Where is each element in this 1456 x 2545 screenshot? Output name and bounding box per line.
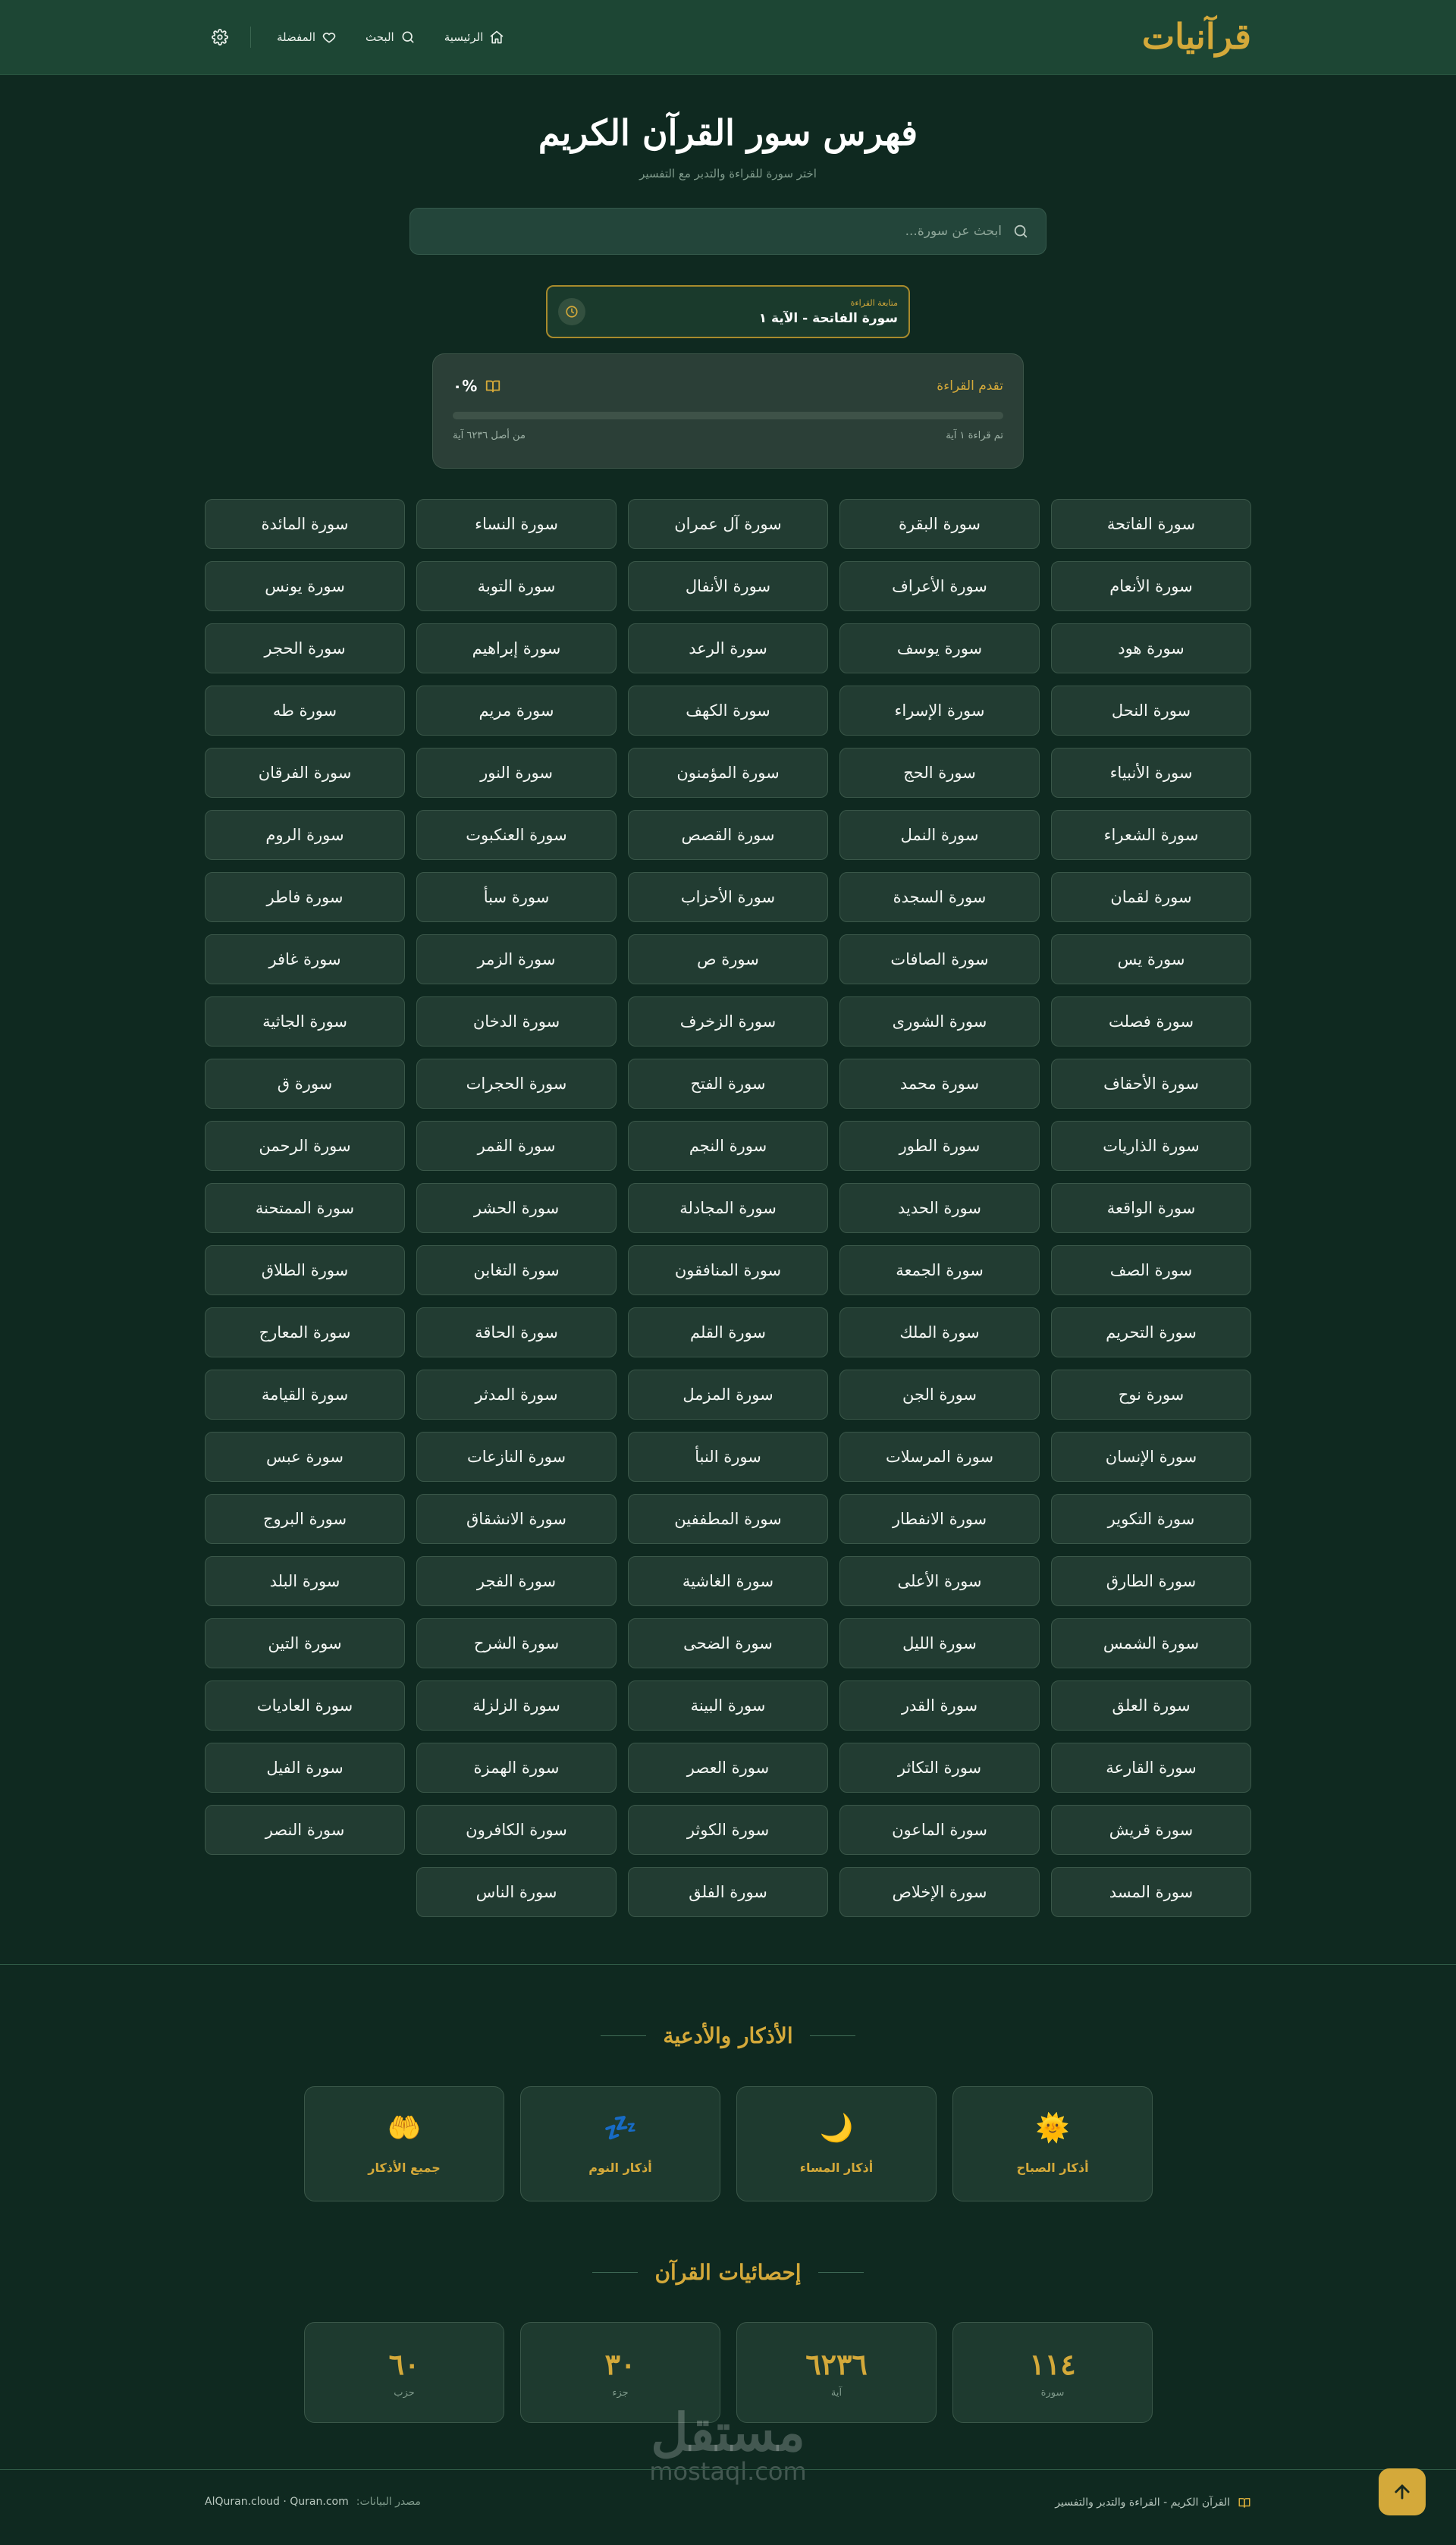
surah-button[interactable]: سورة عبس bbox=[205, 1432, 405, 1482]
surah-button[interactable]: سورة القمر bbox=[416, 1121, 617, 1171]
surah-button[interactable]: سورة النصر bbox=[205, 1805, 405, 1855]
surah-button[interactable]: سورة الرحمن bbox=[205, 1121, 405, 1171]
surah-button[interactable]: سورة المسد bbox=[1051, 1867, 1251, 1917]
main-nav bbox=[205, 21, 515, 53]
surah-button[interactable]: سورة غافر bbox=[205, 934, 405, 984]
surah-button[interactable]: سورة الرعد bbox=[628, 623, 828, 673]
azkar-card-morning[interactable] bbox=[952, 2086, 1153, 2201]
clock-icon bbox=[558, 298, 585, 325]
surah-button[interactable]: سورة الزخرف bbox=[628, 996, 828, 1047]
surah-button[interactable]: سورة إبراهيم bbox=[416, 623, 617, 673]
surah-button[interactable]: سورة الجمعة bbox=[839, 1245, 1040, 1295]
title-line bbox=[810, 2035, 855, 2036]
progress-title: تقدم القراءة bbox=[937, 378, 1003, 394]
surah-button[interactable]: سورة مريم bbox=[416, 686, 617, 736]
stats-title-text: إحصائيات القرآن bbox=[654, 2260, 802, 2285]
surah-button[interactable]: سورة الحجر bbox=[205, 623, 405, 673]
surah-button[interactable]: سورة التحريم bbox=[1051, 1307, 1251, 1357]
surah-button[interactable]: سورة الفرقان bbox=[205, 748, 405, 798]
surah-button[interactable]: سورة الزمر bbox=[416, 934, 617, 984]
surah-button[interactable]: سورة الحج bbox=[839, 748, 1040, 798]
continue-reading-card[interactable] bbox=[546, 285, 910, 338]
azkar-card-label: أذكار الصباح bbox=[1016, 2160, 1089, 2175]
stat-value: ٣٠ bbox=[604, 2346, 636, 2381]
home-icon bbox=[489, 30, 504, 45]
surah-button[interactable]: سورة النجم bbox=[628, 1121, 828, 1171]
surah-button[interactable]: سورة الفاتحة bbox=[1051, 499, 1251, 549]
progress-bar bbox=[453, 412, 1003, 419]
praying-hands-icon: 🤲 bbox=[387, 2112, 422, 2144]
scroll-to-top-button[interactable] bbox=[1379, 2468, 1426, 2515]
surah-button[interactable]: سورة السجدة bbox=[839, 872, 1040, 922]
surah-button[interactable]: سورة التين bbox=[205, 1618, 405, 1668]
surah-button[interactable]: سورة الأحقاف bbox=[1051, 1059, 1251, 1109]
surah-button[interactable]: سورة الحشر bbox=[416, 1183, 617, 1233]
surah-button[interactable]: سورة الكافرون bbox=[416, 1805, 617, 1855]
gear-icon bbox=[212, 29, 228, 46]
page-subtitle: اختر سورة للقراءة والتدبر مع التفسير bbox=[639, 167, 817, 180]
surah-button[interactable]: سورة الطور bbox=[839, 1121, 1040, 1171]
nav-home-label: الرئيسية bbox=[444, 30, 484, 44]
azkar-section-title bbox=[0, 2023, 1456, 2048]
azkar-card-label: جميع الأذكار bbox=[368, 2160, 441, 2175]
top-navbar bbox=[0, 0, 1456, 75]
surah-button[interactable]: سورة المزمل bbox=[628, 1370, 828, 1420]
surah-button[interactable]: سورة الناس bbox=[416, 1867, 617, 1917]
footer-brand-text: القرآن الكريم - القراءة والتدبر والتفسير bbox=[1055, 2496, 1230, 2509]
continue-reading-label: متابعة القراءة bbox=[850, 297, 898, 308]
surah-button[interactable]: سورة التوبة bbox=[416, 561, 617, 611]
surah-button[interactable]: سورة ق bbox=[205, 1059, 405, 1109]
surah-button[interactable]: سورة الإنسان bbox=[1051, 1432, 1251, 1482]
surah-button[interactable]: سورة الأعلى bbox=[839, 1556, 1040, 1606]
surah-button[interactable]: سورة المؤمنون bbox=[628, 748, 828, 798]
surah-button[interactable]: سورة يونس bbox=[205, 561, 405, 611]
surah-search-input[interactable] bbox=[427, 224, 1002, 239]
azkar-card-all[interactable] bbox=[304, 2086, 504, 2201]
surah-button[interactable]: سورة المعارج bbox=[205, 1307, 405, 1357]
search-icon bbox=[400, 30, 416, 45]
surah-button[interactable]: سورة العصر bbox=[628, 1743, 828, 1793]
surah-button[interactable]: سورة الحديد bbox=[839, 1183, 1040, 1233]
surah-button[interactable]: سورة الروم bbox=[205, 810, 405, 860]
surah-button[interactable]: سورة يوسف bbox=[839, 623, 1040, 673]
progress-total-count: من أصل ٦٢٣٦ آية bbox=[453, 430, 526, 441]
surah-button[interactable]: سورة المجادلة bbox=[628, 1183, 828, 1233]
sleep-icon: 💤 bbox=[603, 2112, 638, 2144]
surah-button[interactable]: سورة الممتحنة bbox=[205, 1183, 405, 1233]
stat-value: ٦٠ bbox=[388, 2346, 420, 2381]
reading-progress-card bbox=[432, 353, 1024, 469]
footer-source-label: مصدر البيانات: bbox=[356, 2496, 421, 2508]
footer-source-link[interactable]: AlQuran.cloud · Quran.com bbox=[205, 2496, 349, 2508]
continue-reading-value: سورة الفاتحة - الآية ١ bbox=[758, 310, 898, 326]
surah-button[interactable]: سورة الجاثية bbox=[205, 996, 405, 1047]
surah-button[interactable]: سورة فصلت bbox=[1051, 996, 1251, 1047]
surah-search-box bbox=[410, 208, 1046, 255]
surah-button[interactable]: سورة الأحزاب bbox=[628, 872, 828, 922]
surah-button[interactable]: سورة الفيل bbox=[205, 1743, 405, 1793]
azkar-card-label: أذكار النوم bbox=[588, 2160, 652, 2175]
progress-read-count: تم قراءة ١ آية bbox=[946, 430, 1003, 441]
surah-button[interactable]: سورة يس bbox=[1051, 934, 1251, 984]
nav-divider bbox=[250, 27, 251, 48]
surah-button[interactable]: سورة الحجرات bbox=[416, 1059, 617, 1109]
stat-label: آية bbox=[830, 2387, 843, 2399]
surah-button[interactable]: سورة الأنعام bbox=[1051, 561, 1251, 611]
stat-label: حزب bbox=[394, 2387, 415, 2399]
surah-button[interactable]: سورة الشعراء bbox=[1051, 810, 1251, 860]
surah-button[interactable]: سورة الطارق bbox=[1051, 1556, 1251, 1606]
title-line bbox=[601, 2035, 646, 2036]
surah-button[interactable]: سورة الطلاق bbox=[205, 1245, 405, 1295]
surah-button[interactable]: سورة التغابن bbox=[416, 1245, 617, 1295]
surah-button[interactable]: سورة الكوثر bbox=[628, 1805, 828, 1855]
surah-button[interactable]: سورة الفلق bbox=[628, 1867, 828, 1917]
azkar-card-label: أذكار المساء bbox=[799, 2160, 874, 2175]
surah-button[interactable]: سورة العاديات bbox=[205, 1680, 405, 1731]
progress-header bbox=[453, 377, 1003, 395]
surah-button[interactable]: سورة الماعون bbox=[839, 1805, 1040, 1855]
surah-button[interactable]: سورة الأعراف bbox=[839, 561, 1040, 611]
surah-button[interactable]: سورة الذاريات bbox=[1051, 1121, 1251, 1171]
surah-button[interactable]: سورة ص bbox=[628, 934, 828, 984]
stat-value: ٦٢٣٦ bbox=[805, 2346, 868, 2381]
surah-button[interactable]: سورة الملك bbox=[839, 1307, 1040, 1357]
surah-button[interactable]: سورة الزلزلة bbox=[416, 1680, 617, 1731]
surah-button[interactable]: سورة الجن bbox=[839, 1370, 1040, 1420]
stats-section-title bbox=[0, 2260, 1456, 2285]
surah-button[interactable]: سورة الأنبياء bbox=[1051, 748, 1251, 798]
surah-button[interactable]: سورة القصص bbox=[628, 810, 828, 860]
surah-button[interactable]: سورة الصف bbox=[1051, 1245, 1251, 1295]
surah-button[interactable]: سورة التكوير bbox=[1051, 1494, 1251, 1544]
progress-percent-value: ٠% bbox=[453, 377, 478, 395]
stat-card-ayahs bbox=[736, 2322, 937, 2423]
nav-favorites-link[interactable] bbox=[266, 24, 347, 51]
surah-button[interactable]: سورة الإسراء bbox=[839, 686, 1040, 736]
surah-button[interactable]: سورة الغاشية bbox=[628, 1556, 828, 1606]
page-title: فهرس سور القرآن الكريم bbox=[538, 112, 918, 153]
surah-button[interactable]: سورة الفجر bbox=[416, 1556, 617, 1606]
title-line bbox=[818, 2272, 864, 2273]
stat-value: ١١٤ bbox=[1029, 2346, 1076, 2381]
nav-search-link[interactable] bbox=[355, 24, 426, 51]
nav-home-link[interactable] bbox=[434, 24, 516, 51]
nav-search-label: البحث bbox=[366, 30, 394, 44]
surah-button[interactable]: سورة لقمان bbox=[1051, 872, 1251, 922]
surah-button[interactable]: سورة النمل bbox=[839, 810, 1040, 860]
azkar-grid bbox=[303, 2086, 1153, 2201]
progress-footer bbox=[453, 430, 1003, 441]
surah-button[interactable]: سورة المطففين bbox=[628, 1494, 828, 1544]
surah-button[interactable]: سورة الحاقة bbox=[416, 1307, 617, 1357]
arrow-up-icon bbox=[1392, 2481, 1413, 2503]
stat-card-juz bbox=[520, 2322, 720, 2423]
surah-button[interactable]: سورة هود bbox=[1051, 623, 1251, 673]
stat-card-hizb bbox=[304, 2322, 504, 2423]
azkar-card-evening[interactable] bbox=[736, 2086, 937, 2201]
surah-button[interactable]: سورة النازعات bbox=[416, 1432, 617, 1482]
heart-icon bbox=[322, 30, 337, 45]
stats-grid bbox=[303, 2322, 1153, 2423]
continue-reading-text bbox=[759, 298, 898, 326]
progress-percent bbox=[453, 377, 501, 395]
surah-button[interactable]: سورة العلق bbox=[1051, 1680, 1251, 1731]
surah-button[interactable]: سورة المائدة bbox=[205, 499, 405, 549]
surah-button[interactable]: سورة الدخان bbox=[416, 996, 617, 1047]
surah-button[interactable]: سورة البينة bbox=[628, 1680, 828, 1731]
footer-source bbox=[205, 2496, 421, 2508]
surah-button[interactable]: سورة طه bbox=[205, 686, 405, 736]
surah-button[interactable]: سورة الصافات bbox=[839, 934, 1040, 984]
azkar-title-text: الأذكار والأدعية bbox=[663, 2023, 793, 2048]
surah-button[interactable]: سورة الواقعة bbox=[1051, 1183, 1251, 1233]
settings-button[interactable] bbox=[205, 22, 235, 52]
surah-button[interactable]: سورة نوح bbox=[1051, 1370, 1251, 1420]
footer-brand bbox=[1055, 2496, 1251, 2509]
site-footer bbox=[0, 2469, 1456, 2545]
surah-button[interactable]: سورة القلم bbox=[628, 1307, 828, 1357]
surah-button[interactable]: سورة آل عمران bbox=[628, 499, 828, 549]
surah-button[interactable]: سورة الشورى bbox=[839, 996, 1040, 1047]
surah-button[interactable]: سورة الفتح bbox=[628, 1059, 828, 1109]
stat-label: سورة bbox=[1040, 2387, 1065, 2399]
surah-button[interactable]: سورة المنافقون bbox=[628, 1245, 828, 1295]
surah-button[interactable]: سورة التكاثر bbox=[839, 1743, 1040, 1793]
surah-button[interactable]: سورة الكهف bbox=[628, 686, 828, 736]
stat-card-surahs bbox=[952, 2322, 1153, 2423]
surah-button[interactable]: سورة المرسلات bbox=[839, 1432, 1040, 1482]
surah-button[interactable]: سورة الانشقاق bbox=[416, 1494, 617, 1544]
surah-button[interactable]: سورة النور bbox=[416, 748, 617, 798]
surah-button[interactable]: سورة الانفطار bbox=[839, 1494, 1040, 1544]
surah-button[interactable]: سورة البلد bbox=[205, 1556, 405, 1606]
surah-button[interactable]: سورة فاطر bbox=[205, 872, 405, 922]
surah-button[interactable]: سورة الشمس bbox=[1051, 1618, 1251, 1668]
site-logo[interactable]: قرآنيات bbox=[1141, 16, 1251, 57]
surah-button[interactable]: سورة الهمزة bbox=[416, 1743, 617, 1793]
surah-button[interactable]: سورة محمد bbox=[839, 1059, 1040, 1109]
surah-button[interactable]: سورة النحل bbox=[1051, 686, 1251, 736]
surah-button[interactable]: سورة النبأ bbox=[628, 1432, 828, 1482]
nav-favorites-label: المفضلة bbox=[277, 30, 316, 44]
moon-icon: 🌙 bbox=[819, 2112, 854, 2144]
watermark-latin: mostaql.com bbox=[649, 2457, 807, 2487]
surah-button[interactable]: سورة البقرة bbox=[839, 499, 1040, 549]
azkar-card-sleep[interactable] bbox=[520, 2086, 720, 2201]
surah-button[interactable]: سورة المدثر bbox=[416, 1370, 617, 1420]
section-divider bbox=[0, 1964, 1456, 1965]
sun-icon: 🌞 bbox=[1035, 2112, 1070, 2144]
surah-button[interactable]: سورة القدر bbox=[839, 1680, 1040, 1731]
stat-label: جزء bbox=[612, 2387, 629, 2399]
surah-button[interactable]: سورة النساء bbox=[416, 499, 617, 549]
watermark-arabic: مستقل bbox=[651, 2402, 805, 2464]
surah-button[interactable]: سورة سبأ bbox=[416, 872, 617, 922]
title-line bbox=[592, 2272, 638, 2273]
surah-button[interactable]: سورة القيامة bbox=[205, 1370, 405, 1420]
surah-button[interactable]: سورة الضحى bbox=[628, 1618, 828, 1668]
book-icon bbox=[485, 378, 501, 394]
search-icon bbox=[1012, 223, 1029, 240]
surah-button[interactable]: سورة قريش bbox=[1051, 1805, 1251, 1855]
surah-button[interactable]: سورة القارعة bbox=[1051, 1743, 1251, 1793]
surah-button[interactable]: سورة البروج bbox=[205, 1494, 405, 1544]
surah-button[interactable]: سورة العنكبوت bbox=[416, 810, 617, 860]
surah-button[interactable]: سورة الإخلاص bbox=[839, 1867, 1040, 1917]
surah-button[interactable]: سورة الشرح bbox=[416, 1618, 617, 1668]
surah-grid bbox=[205, 499, 1251, 1917]
surah-button[interactable]: سورة الأنفال bbox=[628, 561, 828, 611]
book-icon bbox=[1238, 2496, 1251, 2509]
surah-button[interactable]: سورة الليل bbox=[839, 1618, 1040, 1668]
